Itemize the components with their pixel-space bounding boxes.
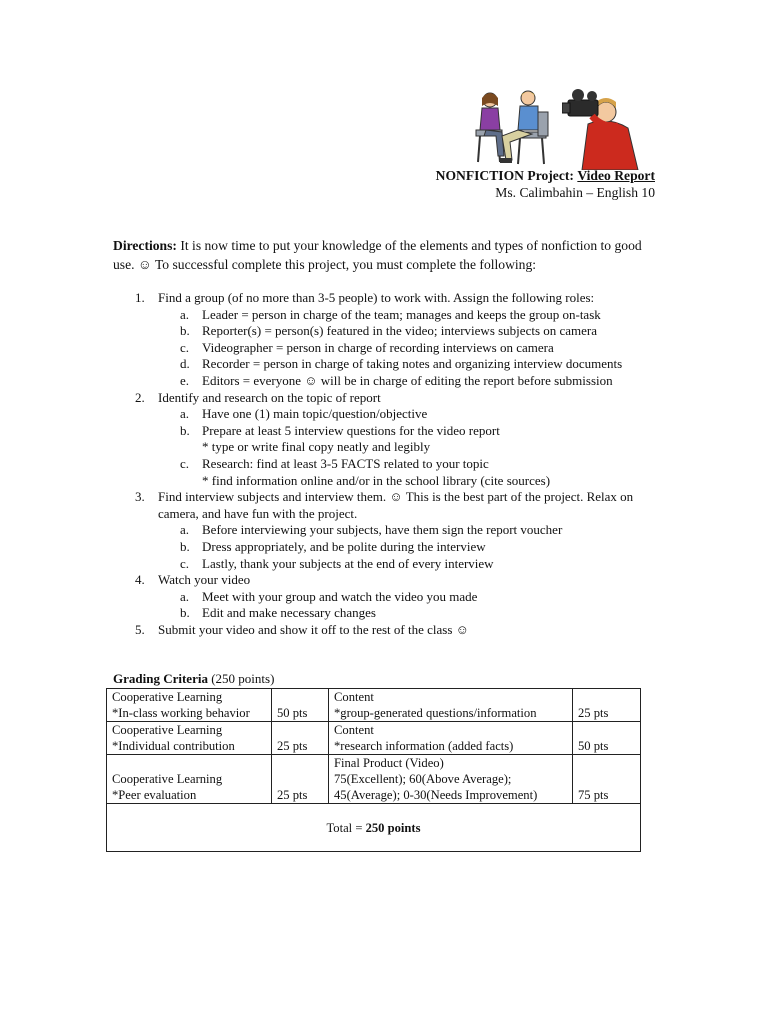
grading-cell-line: *group-generated questions/information <box>334 706 537 720</box>
substep-note: * find information online and/or in the school library (cite sources) <box>202 472 551 488</box>
substep-item <box>158 356 658 373</box>
grading-cell-c2 <box>272 755 329 804</box>
project-title-main: Video Report <box>577 168 655 183</box>
grading-cell-c2 <box>272 722 329 755</box>
grading-cell-c4 <box>573 689 641 722</box>
substep-letter: e. <box>180 372 190 388</box>
step-text: Find a group (of no more than 3-5 people) to work with. Assign the following roles: <box>158 290 595 305</box>
substep-text: Prepare at least 5 interview questions for the video report <box>202 422 500 438</box>
substep-text: Research: find at least 3-5 FACTS related to your topic <box>202 455 489 471</box>
total-row <box>107 804 641 852</box>
substep-letter: a. <box>180 406 190 422</box>
grading-criteria-heading <box>113 671 274 687</box>
step-sublist <box>158 589 658 622</box>
substep-item <box>158 456 658 489</box>
substep-text: Before interviewing your subjects, have them sign the report voucher <box>202 522 563 538</box>
step-number: 4. <box>135 572 145 588</box>
grading-points: 25 pts <box>277 739 308 753</box>
step-number: 1. <box>135 290 145 305</box>
step-text: Identify and research on the topic of report <box>158 389 381 405</box>
grading-points: 75 pts <box>578 788 609 802</box>
grading-cell-line: *Individual contribution <box>112 739 235 753</box>
grading-cell-line: 75(Excellent); 60(Above Average); <box>334 772 512 786</box>
substep-item <box>158 340 658 357</box>
substep-text: Recorder = person in charge of taking notes and organizing interview documents <box>202 356 623 372</box>
substep-text: Dress appropriately, and be polite during the interview <box>202 538 486 554</box>
step-text: Submit your video and show it off to the rest of the class ☺ <box>158 621 469 637</box>
substep-text: Meet with your group and watch the video you made <box>202 588 478 604</box>
substep-text: Edit and make necessary changes <box>202 605 376 621</box>
videographer-clipart <box>562 86 644 170</box>
document-header <box>436 167 655 201</box>
step-sublist <box>158 307 658 390</box>
substep-text: Editors = everyone ☺ will be in charge of editing the report before submission <box>202 372 613 388</box>
step-item <box>113 390 658 490</box>
step-item <box>113 290 658 390</box>
substep-item <box>158 307 658 324</box>
substep-item <box>158 423 658 456</box>
grading-points: 50 pts <box>578 739 609 753</box>
step-text: Find interview subjects and interview them. ☺ This is the best part of the project. Relax on camera, and have fun with the project. <box>158 489 634 521</box>
substep-letter: a. <box>180 306 190 322</box>
substep-letter: b. <box>180 538 190 554</box>
substep-note: * type or write final copy neatly and legibly <box>202 439 431 455</box>
step-text: Watch your video <box>158 572 251 588</box>
substep-item <box>158 539 658 556</box>
substep-item <box>158 522 658 539</box>
grading-cell-c1 <box>107 722 272 755</box>
project-title <box>436 167 655 184</box>
grading-cell-line: Content <box>334 690 374 704</box>
step-number: 3. <box>135 489 145 505</box>
substep-letter: a. <box>180 588 190 604</box>
grading-cell-c3 <box>329 722 573 755</box>
substep-letter: c. <box>180 555 190 571</box>
grading-cell-line: Cooperative Learning <box>112 772 223 786</box>
substep-letter: b. <box>180 605 190 621</box>
grading-cell-line: *In-class working behavior <box>112 706 250 720</box>
substep-item <box>158 323 658 340</box>
substep-item <box>158 605 658 622</box>
grading-cell-c4 <box>573 722 641 755</box>
grading-cell-c3 <box>329 755 573 804</box>
substep-item <box>158 373 658 390</box>
grading-cell-line: *research information (added facts) <box>334 739 514 753</box>
grading-criteria-points: (250 points) <box>211 671 275 686</box>
grading-cell-line: 45(Average); 0-30(Needs Improvement) <box>334 788 538 802</box>
step-number: 5. <box>135 621 145 637</box>
substep-letter: c. <box>180 455 190 471</box>
grading-points: 25 pts <box>578 706 609 720</box>
grading-points: 50 pts <box>277 706 308 720</box>
grading-cell-c1 <box>107 755 272 804</box>
step-item <box>113 572 658 622</box>
substep-item <box>158 556 658 573</box>
substep-text: Lastly, thank your subjects at the end of every interview <box>202 555 494 571</box>
substep-letter: c. <box>180 339 190 355</box>
interview-clipart <box>472 86 558 168</box>
directions-label: Directions: <box>113 238 177 253</box>
grading-cell-line: Cooperative Learning <box>112 690 223 704</box>
project-steps-list <box>113 290 658 638</box>
grading-row <box>107 722 641 755</box>
substep-text: Leader = person in charge of the team; manages and keeps the group on-task <box>202 306 601 322</box>
substep-letter: a. <box>180 522 190 538</box>
grading-cell-c4 <box>573 755 641 804</box>
grading-row <box>107 755 641 804</box>
grading-points: 25 pts <box>277 788 308 802</box>
grading-cell-line: Final Product (Video) <box>334 756 444 770</box>
grading-cell-line: Cooperative Learning <box>112 723 223 737</box>
directions-text: It is now time to put your knowledge of the elements and types of nonfiction to good use. ☺ To successful complete this project, you must complete the following: <box>113 238 642 272</box>
grading-cell-line: *Peer evaluation <box>112 788 197 802</box>
grading-table-body <box>107 689 641 852</box>
project-title-lead: NONFICTION Project: <box>435 168 574 183</box>
total-cell <box>107 804 641 852</box>
step-item <box>113 489 658 572</box>
total-value: 250 points <box>365 820 421 835</box>
substep-item <box>158 406 658 423</box>
grading-criteria-table <box>106 688 641 852</box>
grading-cell-c2 <box>272 689 329 722</box>
grading-row <box>107 689 641 722</box>
substep-letter: b. <box>180 323 190 339</box>
step-item <box>113 622 658 639</box>
step-sublist <box>158 522 658 572</box>
grading-criteria-label: Grading Criteria <box>113 671 208 686</box>
substep-letter: d. <box>180 356 190 372</box>
teacher-line: Ms. Calimbahin – English 10 <box>495 185 655 200</box>
substep-text: Have one (1) main topic/question/objective <box>202 406 428 422</box>
substep-item <box>158 589 658 606</box>
total-label: Total = <box>326 820 363 835</box>
grading-cell-line: Content <box>334 723 374 737</box>
directions-paragraph <box>113 236 658 274</box>
step-number: 2. <box>135 389 145 405</box>
grading-cell-c3 <box>329 689 573 722</box>
substep-letter: b. <box>180 422 190 438</box>
grading-cell-c1 <box>107 689 272 722</box>
step-sublist <box>158 406 658 489</box>
substep-text: Reporter(s) = person(s) featured in the video; interviews subjects on camera <box>202 323 598 339</box>
substep-text: Videographer = person in charge of recording interviews on camera <box>202 339 554 355</box>
